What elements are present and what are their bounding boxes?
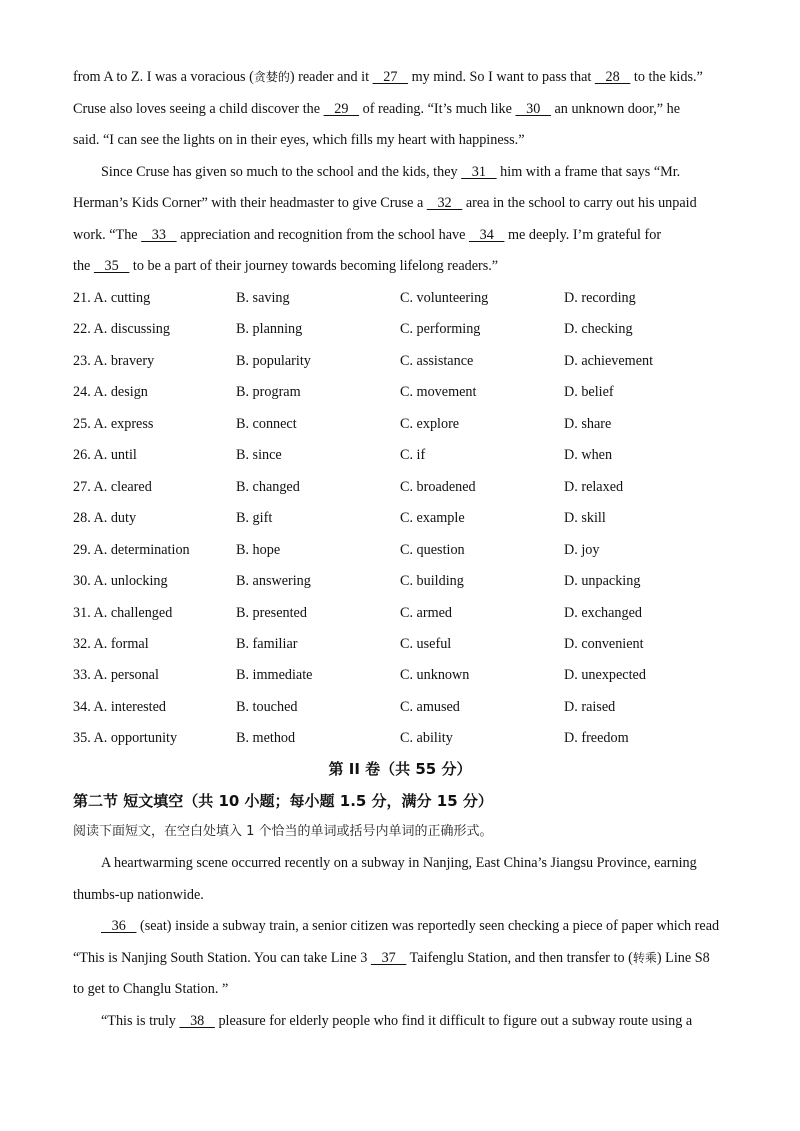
passage-text: my mind. So I want to pass that	[408, 69, 595, 85]
option-b[interactable]: B. touched	[236, 698, 298, 715]
answer-blank-28[interactable]: 28	[594, 69, 631, 85]
option-b[interactable]: B. since	[236, 447, 282, 464]
option-c[interactable]: C. question	[400, 541, 465, 558]
passage-text: to be a part of their journey towards becoming lifelong readers.”	[129, 258, 499, 274]
passage-text: to get to Changlu Station. ”	[73, 981, 229, 997]
volume-heading: 第 II 卷（共 55 分）	[328, 760, 472, 778]
passage-text: area in the school to carry out his unpaid	[462, 195, 697, 211]
option-c[interactable]: C. movement	[400, 384, 477, 401]
option-c[interactable]: C. performing	[400, 321, 481, 338]
option-a[interactable]: 28. A. duty	[73, 510, 137, 527]
answer-blank-34[interactable]: 34	[468, 227, 505, 243]
option-d[interactable]: D. recording	[564, 290, 636, 306]
option-b[interactable]: B. connect	[236, 415, 297, 432]
answer-blank-27[interactable]: 27	[372, 69, 409, 85]
option-a[interactable]: 24. A. design	[73, 384, 148, 401]
option-b[interactable]: B. popularity	[236, 352, 311, 369]
passage-line	[73, 949, 733, 967]
option-d[interactable]: D. unpacking	[564, 573, 641, 590]
option-d[interactable]: D. freedom	[564, 730, 629, 747]
option-c[interactable]: C. building	[400, 573, 464, 590]
question-row-25	[73, 415, 733, 433]
passage-text: Cruse also loves seeing a child discover the	[73, 101, 324, 117]
option-b[interactable]: B. immediate	[236, 667, 313, 684]
option-a[interactable]: 33. A. personal	[73, 667, 159, 684]
passage-line	[73, 100, 733, 118]
passage-text: Herman’s Kids Corner” with their headmaster to give Cruse a	[73, 195, 427, 211]
passage-text: Since Cruse has given so much to the school and the kids, they	[101, 164, 462, 180]
answer-blank-35[interactable]: 35	[93, 258, 130, 274]
passage-text: ) Line S8	[656, 950, 710, 966]
question-row-33	[73, 666, 733, 684]
answer-blank-37[interactable]: 37	[370, 950, 407, 966]
option-b[interactable]: B. answering	[236, 573, 311, 590]
answer-blank-36[interactable]: 36	[101, 918, 137, 934]
question-row-28	[73, 509, 733, 527]
option-a[interactable]: 27. A. cleared	[73, 478, 152, 495]
option-d[interactable]: D. when	[564, 447, 613, 464]
answer-blank-30[interactable]: 30	[515, 101, 551, 117]
passage-text: me deeply. I’m grateful for	[504, 227, 662, 243]
question-row-32	[73, 635, 733, 653]
passage-text: an unknown door,” he	[550, 101, 681, 117]
passage-line	[73, 194, 733, 212]
question-row-21	[73, 289, 733, 307]
option-d[interactable]: D. convenient	[564, 635, 644, 652]
passage-text: appreciation and recognition from the school have	[176, 227, 469, 243]
passage-line	[73, 68, 733, 86]
option-b[interactable]: B. planning	[236, 321, 303, 338]
passage-text: “This is Nanjing South Station. You can take Line 3	[73, 950, 371, 966]
option-c[interactable]: C. example	[400, 510, 465, 527]
passage-line	[101, 854, 761, 872]
option-b[interactable]: B. familiar	[236, 635, 298, 652]
passage-text: Taifenglu Station, and then transfer to (	[406, 950, 633, 966]
option-a[interactable]: 35. A. opportunity	[73, 730, 178, 747]
answer-blank-33[interactable]: 33	[141, 227, 177, 243]
passage-line	[73, 886, 733, 904]
section-instruction: 阅读下面短文，在空白处填入 1 个恰当的单词或括号内单词的正确形式。	[73, 824, 493, 839]
option-b[interactable]: B. program	[236, 384, 301, 401]
option-d[interactable]: D. achievement	[564, 352, 654, 369]
question-row-30	[73, 572, 733, 590]
passage-text: work. “The	[73, 227, 142, 243]
passage-text: (seat) inside a subway train, a senior citizen was reportedly seen checking a piece of paper which read	[136, 918, 720, 934]
option-b[interactable]: B. gift	[236, 510, 273, 527]
question-row-22	[73, 320, 733, 338]
chinese-gloss: 贪婪的	[253, 70, 290, 84]
passage-line	[101, 163, 761, 181]
option-c[interactable]: C. explore	[400, 415, 460, 432]
option-b[interactable]: B. changed	[236, 478, 300, 495]
passage-text: pleasure for elderly people who find it difficult to figure out a subway route using a	[214, 1013, 693, 1029]
question-row-27	[73, 478, 733, 496]
option-d[interactable]: D. belief	[564, 384, 614, 401]
passage-line	[101, 917, 761, 935]
answer-blank-32[interactable]: 32	[426, 195, 463, 211]
option-c[interactable]: C. amused	[400, 698, 460, 715]
option-b[interactable]: B. method	[236, 730, 296, 747]
option-c[interactable]: C. broadened	[400, 478, 476, 495]
option-d[interactable]: D. checking	[564, 321, 633, 338]
chinese-gloss: 转乘	[632, 951, 657, 965]
option-c[interactable]: C. useful	[400, 635, 452, 652]
option-a[interactable]: 31. A. challenged	[73, 604, 173, 621]
option-a[interactable]: 25. A. express	[73, 415, 154, 432]
option-a[interactable]: 23. A. bravery	[73, 352, 155, 369]
option-c[interactable]: C. assistance	[400, 352, 474, 369]
option-b[interactable]: B. saving	[236, 290, 290, 306]
option-d[interactable]: D. joy	[564, 541, 600, 558]
option-c[interactable]: C. ability	[400, 730, 453, 747]
question-row-23	[73, 352, 733, 370]
passage-line	[101, 1012, 761, 1030]
option-c[interactable]: C. if	[400, 447, 426, 464]
passage-line	[73, 131, 733, 149]
passage-text: from A to Z. I was a voracious (	[73, 69, 254, 85]
option-d[interactable]: D. raised	[564, 698, 616, 715]
option-b[interactable]: B. presented	[236, 604, 307, 621]
option-d[interactable]: D. skill	[564, 510, 606, 527]
answer-blank-38[interactable]: 38	[179, 1013, 215, 1029]
option-d[interactable]: D. share	[564, 415, 612, 432]
section-title: 第二节 短文填空（共 10 小题；每小题 1.5 分，满分 15 分）	[73, 792, 493, 810]
option-a[interactable]: 30. A. unlocking	[73, 573, 168, 590]
passage-line	[73, 226, 733, 244]
passage-text: of reading. “It’s much like	[359, 101, 516, 117]
option-a[interactable]: 26. A. until	[73, 447, 137, 464]
option-d[interactable]: D. exchanged	[564, 604, 642, 621]
passage-text: A heartwarming scene occurred recently on a subway in Nanjing, East China’s Jiangsu Province, earning	[101, 855, 697, 871]
passage-text: “This is truly	[101, 1013, 180, 1029]
passage-text: said. “I can see the lights on in their eyes, which fills my heart with happiness.”	[73, 132, 525, 148]
question-row-26	[73, 446, 733, 464]
passage-text: him with a frame that says “Mr.	[496, 164, 681, 180]
question-row-34	[73, 698, 733, 716]
passage-text: the	[73, 258, 94, 274]
question-row-35	[73, 729, 733, 747]
option-d[interactable]: D. unexpected	[564, 667, 646, 684]
option-a[interactable]: 34. A. interested	[73, 698, 166, 715]
passage-line	[73, 980, 733, 998]
option-a[interactable]: 21. A. cutting	[73, 290, 151, 306]
passage-text: to the kids.”	[630, 69, 703, 85]
option-a[interactable]: 22. A. discussing	[73, 321, 170, 338]
option-b[interactable]: B. hope	[236, 541, 281, 558]
passage-text: thumbs-up nationwide.	[73, 887, 204, 903]
option-a[interactable]: 32. A. formal	[73, 635, 149, 652]
question-row-24	[73, 383, 733, 401]
option-a[interactable]: 29. A. determination	[73, 541, 190, 558]
option-d[interactable]: D. relaxed	[564, 478, 624, 495]
option-c[interactable]: C. volunteering	[400, 290, 489, 306]
option-c[interactable]: C. unknown	[400, 667, 470, 684]
answer-blank-29[interactable]: 29	[323, 101, 360, 117]
question-row-31	[73, 604, 733, 622]
passage-line	[73, 257, 733, 275]
answer-blank-31[interactable]: 31	[461, 164, 497, 180]
passage-text: ) reader and it	[289, 69, 373, 85]
option-c[interactable]: C. armed	[400, 604, 453, 621]
question-row-29	[73, 541, 733, 559]
